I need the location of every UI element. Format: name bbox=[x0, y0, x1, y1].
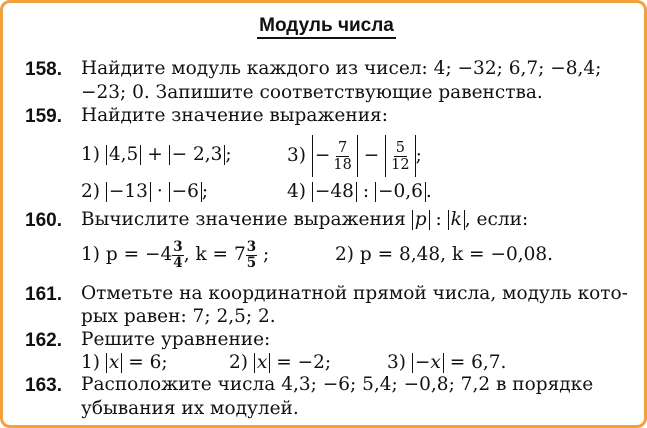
problem-number-163: 163. bbox=[25, 375, 62, 396]
problem-number-161: 161. bbox=[25, 284, 62, 305]
problem-159-text: Найдите значение выражения: bbox=[81, 105, 388, 126]
absolute-value-fraction-1: − $\frac{7}{18}$ bbox=[312, 135, 358, 177]
problem-number-162: 162. bbox=[25, 330, 62, 351]
problem-number-159: 159. bbox=[25, 106, 62, 127]
expression-159-3: 3) − $\frac{7}{18}$ − $\frac{5}{12}$ ; bbox=[287, 135, 422, 177]
expression-159-2: 2) −13 · −6 ; bbox=[81, 181, 209, 202]
expression-159-4: 4) −48 : −0,6 . bbox=[287, 181, 432, 202]
equation-162-2: 2) x = −2; bbox=[229, 352, 332, 373]
problem-158-line-2: −23; 0. Запишите соответствующие равенства. bbox=[81, 82, 543, 103]
problem-158-line-1: Найдите модуль каждого из чисел: 4; −32; 6,7; −8,4; bbox=[81, 58, 602, 79]
problem-160-text: Вычислите значение выражения p : k , если: bbox=[81, 209, 529, 230]
problem-163-line-2: убывания их модулей. bbox=[81, 398, 299, 419]
equation-162-1: 1) x = 6; bbox=[81, 352, 168, 373]
equation-162-3: 3) −x = 6,7. bbox=[387, 352, 507, 373]
problem-number-158: 158. bbox=[25, 59, 62, 80]
section-heading: Модуль числа bbox=[3, 15, 647, 37]
problem-162-text: Решите уравнение: bbox=[81, 329, 271, 350]
absolute-value-fraction-2: $\frac{5}{12}$ bbox=[385, 135, 415, 177]
condition-160-1: 1) p = −4 $\frac{3}{4}$ , k = 7 $\frac{3}{5}$ ; bbox=[81, 238, 270, 271]
condition-160-2: 2) p = 8,48, k = −0,08. bbox=[335, 244, 554, 265]
problem-163-line-1: Расположите числа 4,3; −6; 5,4; −0,8; 7,2 в порядке bbox=[81, 374, 594, 395]
problem-number-160: 160. bbox=[25, 210, 62, 231]
problem-161-line-1: Отметьте на координатной прямой числа, модуль кото- bbox=[81, 283, 628, 304]
problem-161-line-2: рых равен: 7; 2,5; 2. bbox=[81, 306, 276, 327]
expression-159-1: 1) 4,5 + − 2,3 ; bbox=[81, 144, 232, 165]
